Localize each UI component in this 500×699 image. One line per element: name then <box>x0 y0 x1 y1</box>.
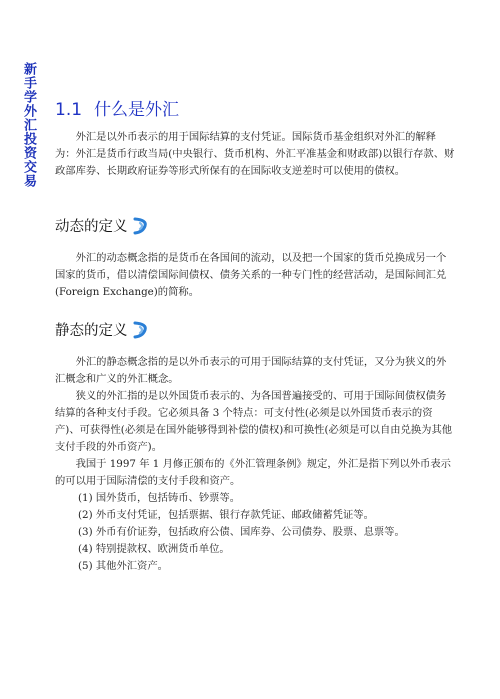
section-heading-static <box>55 319 153 340</box>
side-book-title: 新手学外汇投资交易 <box>21 62 36 188</box>
swirl-arrow-icon <box>131 216 153 236</box>
list-item: (2) 外币支付凭证，包括票据、银行存款凭证、邮政储蓄凭证等。 <box>78 509 374 521</box>
section-title-dynamic: 动态的定义 <box>55 219 128 235</box>
chapter-title: 什么是外汇 <box>94 100 180 120</box>
chapter-number: 1.1 <box>55 100 83 120</box>
dynamic-paragraph: 外汇的动态概念指的是货币在各国间的流动，以及把一个国家的货币兑换成另一个国家的货币，借以清偿国际间债权、债务关系的一种专门性的经营活动，是国际间汇兑(Foreign Exchange)的简称。 <box>55 252 447 298</box>
list-item: (4) 特别提款权、欧洲货币单位。 <box>78 543 230 555</box>
list-item: (3) 外币有价证券，包括政府公债、国库券、公司债券、股票、息票等。 <box>78 526 405 538</box>
section-heading-dynamic <box>55 215 153 236</box>
static-paragraph-1: 外汇的静态概念指的是以外币表示的可用于国际结算的支付凭证，又分为狭义的外汇概念和广义的外汇概念。 <box>55 356 447 385</box>
swirl-arrow-icon <box>131 320 153 340</box>
section-title-static: 静态的定义 <box>55 323 128 339</box>
static-paragraph-3: 我国于 1997 年 1 月修正颁布的《外汇管理条例》规定，外汇是指下列以外币表示的可以用于国际清偿的支付手段和资产。 <box>55 458 451 487</box>
intro-paragraph: 外汇是以外币表示的用于国际结算的支付凭证。国际货币基金组织对外汇的解释为：外汇是货币行政当局(中央银行、货币机构、外汇平准基金和财政部)以银行存款、财政部库券、长期政府证券等形式所保有的在国际收支逆差时可以使用的债权。 <box>55 131 455 177</box>
list-item: (5) 其他外汇资产。 <box>78 560 168 572</box>
list-item: (1) 国外货币，包括铸币、钞票等。 <box>78 492 241 504</box>
chapter-heading <box>55 95 179 120</box>
static-paragraph-2: 狭义的外汇指的是以外国货币表示的、为各国普遍接受的、可用于国际间债权债务结算的各种支付手段。它必须具备 3 个特点：可支付性(必须是以外国货币表示的资产)、可获得性(必须是在国外能够得到补偿的债权)和可换性(必须是可以自由兑换为其他支付手段的外币资产)。 <box>55 390 453 453</box>
